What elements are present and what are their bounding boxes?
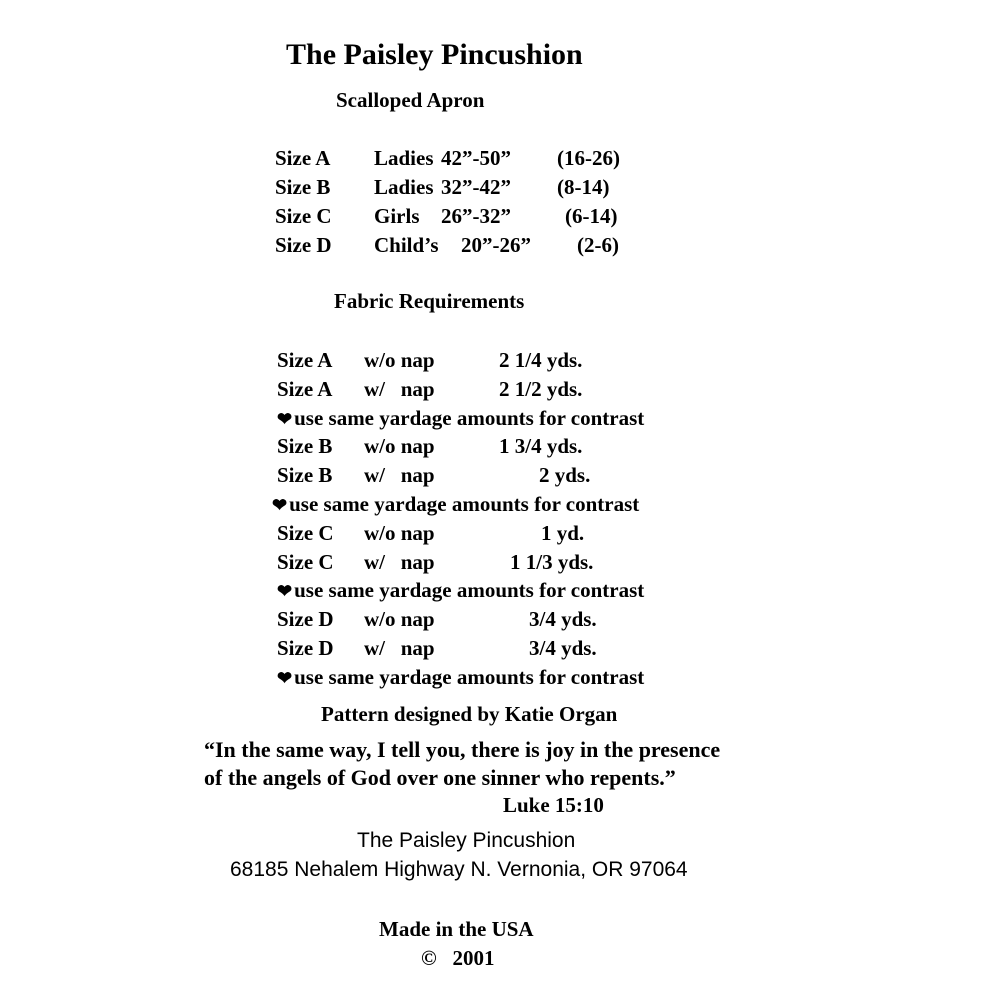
fabric-nap: w/ nap — [364, 463, 435, 488]
fabric-nap: w/o nap — [364, 520, 435, 545]
size-range: (2-6) — [577, 233, 619, 257]
fabric-yards: 2 1/4 yds. — [499, 348, 583, 372]
fabric-note — [277, 578, 727, 607]
fabric-note — [272, 491, 727, 521]
size-who: Ladies — [374, 175, 434, 199]
size-who: Ladies — [374, 146, 434, 170]
fabric-row — [277, 348, 727, 377]
page-title: The Paisley Pincushion — [286, 38, 583, 71]
made-in: Made in the USA — [379, 917, 534, 941]
size-label: Size B — [275, 175, 331, 199]
shop-address: 68185 Nehalem Highway N. Vernonia, OR 97064 — [230, 858, 688, 881]
size-range: (8-14) — [557, 175, 610, 199]
fabric-size: Size B — [277, 434, 333, 459]
fabric-nap: w/ nap — [364, 635, 435, 660]
size-range: (6-14) — [565, 204, 618, 228]
size-who: Girls — [374, 204, 420, 228]
size-measure: 32”-42” — [441, 175, 511, 199]
fabric-size: Size B — [277, 463, 333, 488]
fabric-size: Size C — [277, 549, 334, 574]
fabric-yards: 1 yd. — [541, 520, 585, 545]
pattern-name: Scalloped Apron — [336, 88, 485, 112]
fabric-nap: w/ nap — [364, 549, 435, 574]
fabric-row — [277, 463, 727, 492]
size-row — [275, 204, 635, 233]
size-measure: 20”-26” — [461, 233, 531, 257]
size-row — [275, 175, 635, 204]
fabric-note-text: use same yardage amounts for contrast — [294, 578, 645, 603]
fabric-row — [277, 434, 727, 463]
fabric-row — [277, 636, 727, 665]
shop-name: The Paisley Pincushion — [357, 829, 576, 852]
fabric-row — [277, 377, 727, 406]
size-row — [275, 146, 635, 175]
fabric-size: Size A — [277, 348, 333, 372]
heart-icon: ❤ — [277, 581, 293, 602]
fabric-size: Size A — [277, 376, 333, 401]
fabric-requirements — [272, 348, 727, 694]
fabric-yards: 1 1/3 yds. — [510, 549, 594, 574]
fabric-yards: 1 3/4 yds. — [499, 434, 583, 459]
size-label: Size D — [275, 233, 332, 257]
fabric-size: Size D — [277, 635, 334, 660]
fabric-nap: w/ nap — [364, 376, 435, 401]
size-range: (16-26) — [557, 146, 620, 170]
quote-reference: Luke 15:10 — [503, 793, 604, 817]
size-row — [275, 233, 635, 262]
fabric-nap: w/o nap — [364, 607, 435, 632]
heart-icon: ❤ — [277, 408, 293, 429]
fabric-note-text: use same yardage amounts for contrast — [294, 405, 645, 430]
fabric-nap: w/o nap — [364, 434, 435, 459]
fabric-size: Size D — [277, 607, 334, 632]
size-who: Child’s — [374, 233, 439, 257]
size-label: Size A — [275, 146, 331, 170]
fabric-note — [277, 406, 727, 435]
heart-icon: ❤ — [277, 667, 293, 688]
fabric-nap: w/o nap — [364, 348, 435, 372]
fabric-note-text: use same yardage amounts for contrast — [289, 491, 640, 516]
quote-line-2: of the angels of God over one sinner who repents.” — [204, 765, 676, 790]
heart-icon: ❤ — [272, 494, 288, 515]
fabric-yards: 3/4 yds. — [529, 635, 597, 660]
designer-credit: Pattern designed by Katie Organ — [321, 702, 618, 726]
fabric-yards: 3/4 yds. — [529, 607, 597, 632]
fabric-heading: Fabric Requirements — [334, 289, 525, 313]
fabric-note — [277, 665, 727, 694]
size-measure: 26”-32” — [441, 204, 511, 228]
fabric-row — [277, 550, 727, 579]
fabric-size: Size C — [277, 520, 334, 545]
copyright: © 2001 — [421, 946, 495, 970]
size-measure: 42”-50” — [441, 146, 511, 170]
fabric-note-text: use same yardage amounts for contrast — [294, 664, 645, 689]
fabric-row — [277, 607, 727, 636]
fabric-yards: 2 yds. — [539, 463, 591, 488]
fabric-yards: 2 1/2 yds. — [499, 376, 583, 401]
fabric-row — [277, 521, 727, 550]
size-label: Size C — [275, 204, 332, 228]
quote-line-1: “In the same way, I tell you, there is joy in the presence — [204, 737, 721, 762]
size-chart — [275, 146, 635, 262]
